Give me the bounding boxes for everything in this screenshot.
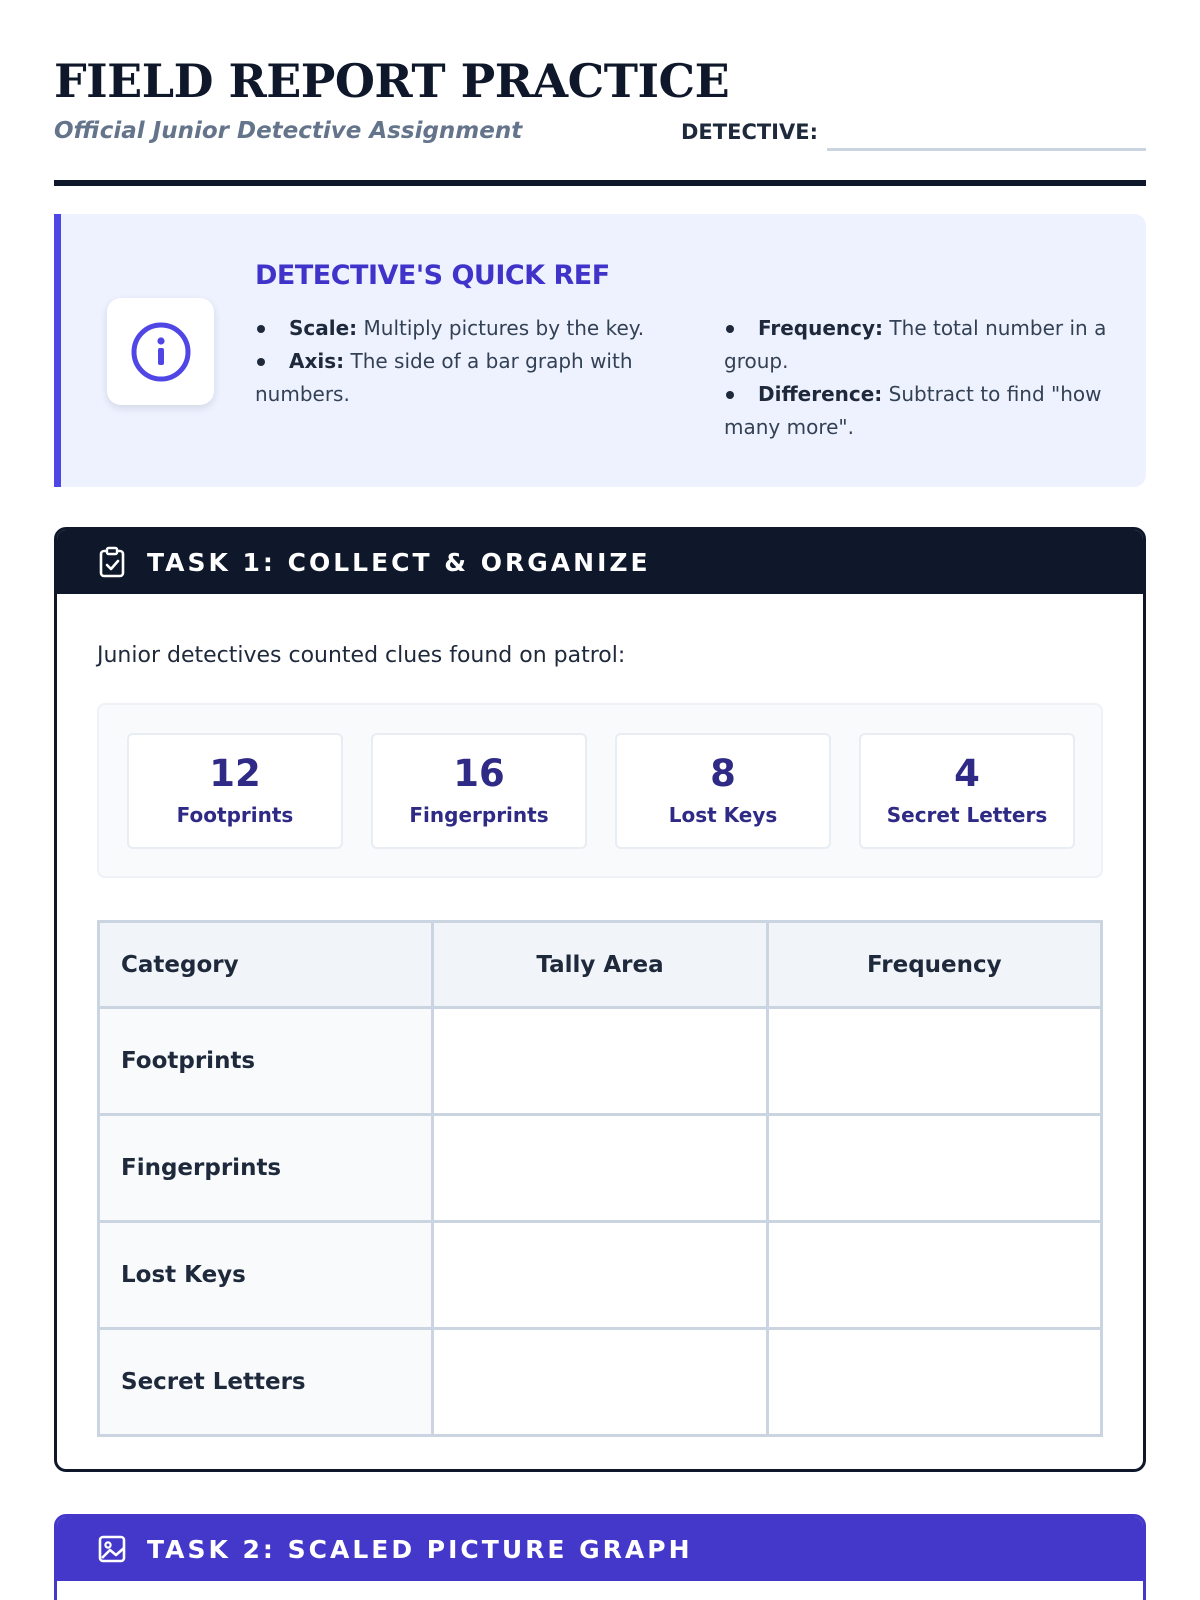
ref-term: Axis: xyxy=(289,349,345,373)
clue-name: Lost Keys xyxy=(668,803,778,827)
quick-ref-title: DETECTIVE'S QUICK REF xyxy=(255,260,610,291)
detective-name-label: DETECTIVE: xyxy=(681,120,818,144)
tally-cell[interactable] xyxy=(433,1008,767,1115)
clue-count: 4 xyxy=(954,752,980,795)
clue-card-secret-letters xyxy=(859,733,1075,849)
image-icon xyxy=(97,1534,127,1564)
task2-header xyxy=(57,1517,1143,1581)
info-icon-box xyxy=(107,298,214,405)
quick-ref-item-axis xyxy=(255,345,655,411)
frequency-cell[interactable] xyxy=(767,1222,1101,1329)
tally-cell[interactable] xyxy=(433,1329,767,1436)
task1-header xyxy=(57,530,1143,594)
quick-ref-item-difference xyxy=(724,378,1124,444)
table-row xyxy=(99,1115,1102,1222)
task1-intro: Junior detectives counted clues found on patrol: xyxy=(97,643,626,668)
clue-count-panel xyxy=(97,703,1103,878)
ref-term: Difference: xyxy=(758,382,883,406)
table-row xyxy=(99,1329,1102,1436)
column-header-frequency: Frequency xyxy=(767,922,1101,1008)
frequency-cell[interactable] xyxy=(767,1329,1101,1436)
quick-ref-column-right xyxy=(724,312,1124,444)
row-category: Lost Keys xyxy=(99,1222,433,1329)
clue-name: Fingerprints xyxy=(409,803,549,827)
ref-term: Scale: xyxy=(289,316,358,340)
clipboard-check-icon xyxy=(97,546,127,578)
ref-text: The side of a bar graph with numbers. xyxy=(255,349,633,406)
row-category: Fingerprints xyxy=(99,1115,433,1222)
tally-cell[interactable] xyxy=(433,1222,767,1329)
task1-card xyxy=(54,527,1146,1472)
clue-count: 12 xyxy=(209,752,261,795)
task2-card xyxy=(54,1514,1146,1600)
clue-card-footprints xyxy=(127,733,343,849)
ref-text: Multiply pictures by the key. xyxy=(357,316,645,340)
header-divider xyxy=(54,180,1146,186)
table-row xyxy=(99,1222,1102,1329)
page-subtitle: Official Junior Detective Assignment xyxy=(54,118,523,144)
clue-count: 8 xyxy=(710,752,736,795)
clue-card-fingerprints xyxy=(371,733,587,849)
task2-title: TASK 2: SCALED PICTURE GRAPH xyxy=(147,1534,693,1564)
column-header-tally-area: Tally Area xyxy=(433,922,767,1008)
table-header-row xyxy=(99,922,1102,1008)
clue-name: Footprints xyxy=(176,803,294,827)
tally-table xyxy=(97,920,1103,1437)
quick-ref-item-scale xyxy=(255,312,655,345)
column-header-category: Category xyxy=(99,922,433,1008)
ref-text: Subtract to find "how many more". xyxy=(724,382,1102,439)
ref-term: Frequency: xyxy=(758,316,884,340)
row-category: Footprints xyxy=(99,1008,433,1115)
ref-text: The total number in a group. xyxy=(724,316,1107,373)
task1-title: TASK 1: COLLECT & ORGANIZE xyxy=(147,547,651,577)
clue-count: 16 xyxy=(453,752,505,795)
table-row xyxy=(99,1008,1102,1115)
clue-name: Secret Letters xyxy=(886,803,1048,827)
page-title: FIELD REPORT PRACTICE xyxy=(54,54,730,108)
quick-ref-column-left xyxy=(255,312,655,411)
clue-card-lost-keys xyxy=(615,733,831,849)
detective-name-field[interactable] xyxy=(827,148,1146,151)
frequency-cell[interactable] xyxy=(767,1008,1101,1115)
quick-ref-item-frequency xyxy=(724,312,1124,378)
quick-ref-panel xyxy=(54,214,1146,487)
tally-cell[interactable] xyxy=(433,1115,767,1222)
info-icon xyxy=(130,321,192,383)
row-category: Secret Letters xyxy=(99,1329,433,1436)
frequency-cell[interactable] xyxy=(767,1115,1101,1222)
